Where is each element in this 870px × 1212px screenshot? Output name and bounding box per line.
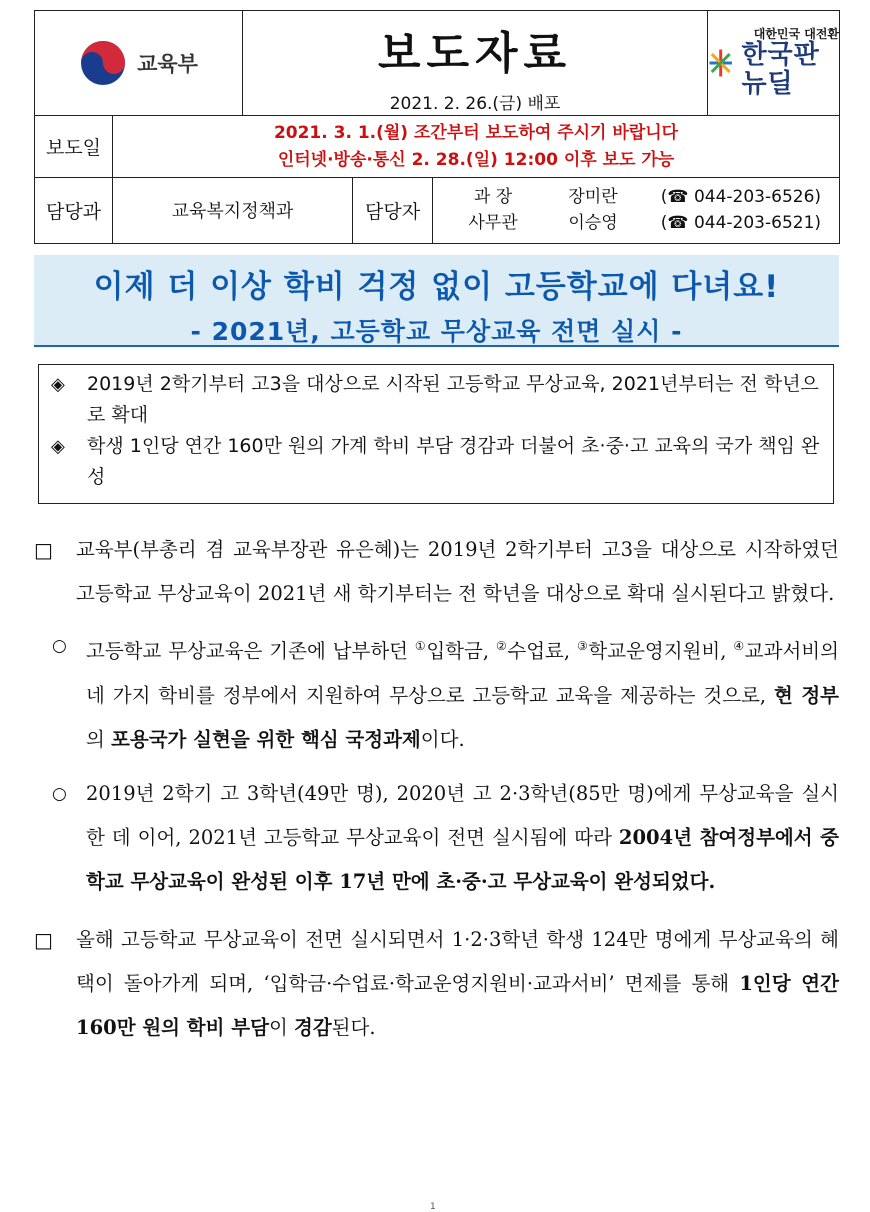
headline-banner (34, 255, 839, 347)
embargo-line-2: 인터넷·방송·통신 2. 28.(일) 12:00 이후 보도 가능 (277, 149, 675, 170)
dept-label: 담당과 (35, 178, 113, 244)
headline-title: 이제 더 이상 학비 걱정 없이 고등학교에 다녀요! (93, 269, 780, 305)
contact-row (443, 184, 829, 210)
circle-bullet-icon: ○ (52, 783, 67, 804)
text-run: 올해 고등학교 무상교육이 전면 실시되면서 1·2·3학년 학생 124만 명에게 무상교육의 혜택이 돌아가게 되며, ‘입학금·수업료·학교운영지원비·교과서비’ 면제를 통해 (76, 927, 839, 995)
embargo-line-1: 2021. 3. 1.(월) 조간부터 보도하여 주시기 바랍니다 (273, 123, 679, 144)
paragraph-text: 교육부(부총리 겸 교육부장관 유은혜)는 2019년 2학기부터 고3을 대상으로 시작하였던 고등학교 무상교육이 2021년 새 학기부터는 전 학년을 대상으로 확대 실시된다고 밝혔다. (76, 538, 839, 605)
bold-run: 경감 (293, 1015, 332, 1039)
contact-name: 장미란 (568, 187, 618, 207)
summary-item (51, 431, 821, 493)
square-bullet-icon: □ (34, 927, 53, 952)
contact-role: 과 장 (473, 187, 513, 207)
contact-phone: (☎ 044-203-6521) (660, 213, 822, 234)
sub-paragraph-text (86, 772, 839, 904)
summary-text: 2019년 2학기부터 고3을 대상으로 시작된 고등학교 무상교육, 2021년부터는 전 학년으로 확대 (87, 373, 819, 426)
contact-list (433, 178, 840, 244)
body-content (34, 528, 839, 1058)
text-run: 고등학교 무상교육은 기존에 납부하던 (86, 639, 415, 663)
brand-tagline: 대한민국 대전환 (753, 26, 840, 41)
bold-run: 1인당 연간 160만 원의 학비 부담 (76, 971, 839, 1039)
circled-number: ① (414, 639, 427, 653)
square-bullet-icon: □ (34, 538, 53, 562)
new-deal-star-icon (708, 43, 733, 83)
release-date: 2021. 2. 26.(금) 배포 (389, 93, 561, 114)
document-title: 보도자료 (378, 27, 573, 79)
sub-paragraph (52, 624, 839, 762)
paragraph (34, 918, 839, 1050)
text-run: 이 (268, 1015, 294, 1039)
text-run: 교과서비의 네 가지 학비를 정부에서 지원하여 무상으로 고등학교 교육을 제공하는 것으로, (86, 639, 839, 707)
release-embargo (113, 116, 840, 178)
text-run: 학교운영지원비, (588, 639, 734, 663)
text-run: 의 (86, 727, 112, 751)
circle-bullet-icon: ○ (52, 636, 67, 656)
circled-number: ③ (576, 639, 589, 653)
contact-row (443, 210, 829, 236)
header-table (34, 10, 840, 244)
bold-run: 포용국가 실현을 위한 핵심 국정과제 (111, 727, 421, 751)
circled-number: ④ (733, 639, 745, 653)
diamond-bullet-icon: ◈ (51, 436, 65, 457)
sub-paragraph (52, 772, 839, 904)
diamond-bullet-icon: ◈ (51, 374, 65, 395)
ministry-logo-cell (35, 11, 243, 116)
headline-subtitle: - 2021년, 고등학교 무상교육 전면 실시 - (190, 317, 683, 346)
contact-phone: (☎ 044-203-6526) (660, 187, 822, 207)
contact-role: 사무관 (468, 213, 518, 234)
bold-run: 현 정부 (774, 683, 840, 707)
taegeuk-logo-icon (79, 39, 127, 87)
text-run: 이다. (420, 727, 465, 751)
paragraph-text (76, 918, 839, 1050)
text-run: 2019년 2학기 고 3학년(49만 명), 2020년 고 2·3학년(85만 명)에게 무상교육을 실시한 데 이어, 2021년 고등학교 무상교육이 전면 실시됨에 따라 (86, 781, 839, 849)
brand-logo-cell (708, 11, 840, 116)
dept-name: 교육복지정책과 (113, 178, 353, 244)
contact-name: 이승영 (568, 213, 618, 234)
circled-number: ② (495, 639, 508, 653)
page-number: 1 (430, 1202, 436, 1212)
text-run: 된다. (331, 1015, 376, 1039)
summary-text: 학생 1인당 연간 160만 원의 가계 학비 부담 경감과 더불어 초·중·고 교육의 국가 책임 완성 (87, 435, 820, 488)
paragraph (34, 528, 839, 616)
title-cell (243, 11, 708, 116)
summary-box (38, 364, 834, 504)
ministry-name: 교육부 (137, 52, 198, 76)
sub-paragraph-text (86, 624, 839, 762)
summary-item (51, 369, 821, 431)
bold-run: 2004년 참여정부에서 중학교 무상교육이 완성된 이후 17년 만에 초·중·고 무상교육이 완성되었다. (86, 825, 839, 893)
person-label: 담당자 (353, 178, 433, 244)
release-label: 보도일 (35, 116, 113, 178)
text-run: 수업료, (507, 639, 577, 663)
text-run: 입학금, (426, 639, 496, 663)
brand-name: 한국판뉴딜 (741, 40, 820, 99)
